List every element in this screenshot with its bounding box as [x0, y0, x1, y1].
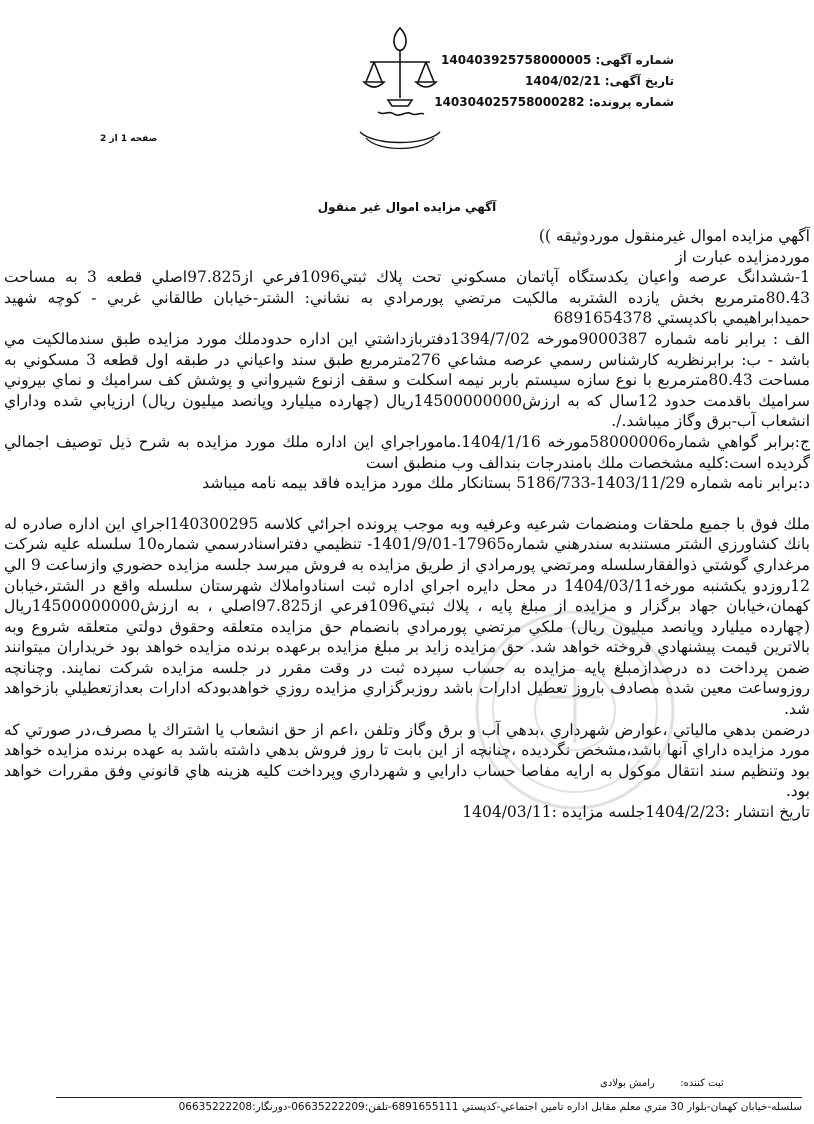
- subject-heading: موردمزايده عبارت از: [675, 247, 810, 266]
- case-number-row: [434, 92, 674, 113]
- ad-metadata: [434, 50, 674, 113]
- paragraph-gap: [4, 494, 810, 514]
- ad-number: 140403925758000005: [441, 53, 592, 67]
- footer-divider: [56, 1097, 802, 1098]
- ad-date-label: تاریخ آگهی:: [604, 74, 674, 88]
- ad-date: 1404/02/21: [525, 74, 601, 88]
- clause-d: د:برابر نامه شماره 1403/11/29-5186/733 بستانكار ملك مورد مزايده فاقد بيمه نامه ميباشد: [202, 474, 810, 493]
- publication-dates: تاريخ انتشار :1404/2/23جلسه مزايده :1404/03/11: [462, 803, 810, 822]
- case-number-label: شماره پرونده:: [588, 95, 674, 109]
- registrar-label: ثبت کننده:: [680, 1078, 724, 1089]
- clause-c: ج:برابر گواهي شماره58000006مورخه 1404/1/16.ماموراجراي اين اداره ملك مورد مزايده به شرح ذيل توصيف اجمالي گرديده است:كليه مشخصات ملك بامندرجات بندالف وب منطبق است: [4, 432, 810, 472]
- judiciary-emblem-logo: [348, 20, 452, 160]
- page-indicator: صفحه 1 از 2: [100, 134, 158, 144]
- registrar-signature: [600, 1078, 724, 1089]
- case-number: 140304025758000282: [434, 95, 585, 109]
- debts-clause: درضمن بدهي مالياتي ،عوارض شهرداري ،بدهي آب و برق وگاز وتلفن ،اعم از حق انشعاب يا اشتراك يا مصرف،در صورتي كه مورد مزايده داراي آنها باشد،مشخص نگرديده ،چنانچه از اين بابت تا روز فروش بدهي داشته باشد به عهده برنده مزايده خواهد بود وتنظيم سند انتقال موكول به ارايه مفاصا حساب دارايي و شهرداري وپرداخت كليه هزينه هاي قانوني وفق مقررات خواهد بود.: [4, 720, 810, 801]
- auction-terms: ملك فوق با جميع ملحقات ومنضمات شرعيه وعرفيه وبه موجب پرونده اجرائي كلاسه 140300295اجراي اين اداره صادره له بانك كشاورزي الشتر مستندبه سندرهني شماره17965-1401/9/01- تنظيمي دفتراسنادرسمي شماره10 سلسله عليه شركت مرغداري گوشتي ذوالفقارسلسله ومرتضي پورمرادي از طريق مزايده به فروش ميرسد جلسه مزايده حضوري وازساعت 9 الي 12روزدو يكشنبه مورخه1404/03/11 در محل دايره اجراي اداره ثبت اسنادواملاك شهرستان سلسله واقع در الشتر،خيابان كهمان،خيابان جهاد برگزار و مزايده از مبلغ پايه ، پلاك ثبتي1096فرعي از97.825اصلي ، به ارزش14500000000ريال (چهارده ميليارد وپانصد ميليون ريال) ملكي مرتضي پورمرادي بانضمام حق مزايده متعلقه وحقوق دولتي متعلقه شروع وبه بالاترين قيمت پيشنهادي فروخته خواهد شد. حق مزايده زايد بر مبلغ مزايده برعهده برنده مزايده خواهد بود خريداران ميتوانند ضمن پرداخت ده درصدازمبلغ پايه مزايده به حساب سپرده ثبت در وقت مقرر در جلسه مزايده شركت نمايند. وچنانچه روزوساعت معين شده مصادف باروز تعطيل ادارات باشد روزبرگزاري مزايده روزي خواهدبودكه ادارات بعدازتعطيلي بازخواهد شد.: [4, 514, 810, 719]
- ad-date-row: [434, 71, 674, 92]
- notice-body: [4, 226, 810, 823]
- intro-line: آگهي مزايده اموال غيرمنقول موردوثيقه )): [538, 227, 810, 245]
- ad-number-row: [434, 50, 674, 71]
- property-description: 1-ششدانگ عرصه واعيان يكدستگاه آپاتمان مسكوني تحت پلاك ثبتي1096فرعي از97.825اصلي قطعه 3 به مساحت 80.43مترمربع بخش يازده الشتربه مالكيت مرتضي پورمرادي به نشاني: الشتر-خيابان طالقاني غربي - كوچه شهيد حميدابراهيمي باكدپستي 6891654378: [4, 268, 810, 328]
- clause-a-b: الف : برابر نامه شماره 9000387مورخه 1394/7/02دفتربازداشتي اين اداره حدودملك مورد مزايده طبق سندمالكيت مي باشد - ب: برابرنظريه كارشناس رسمي عرصه مشاعي 276مترمربع طبق سند واعياني در طبقه اول قطعه 3 مسكوني به مساحت 80.43مترمربع با نوع سازه سيستم باربر نيمه اسكلت و سقف ازنوع شيرواني و پوشش كف سراميك و نماي بيروني سراميك باقدمت حدود 12سال كه به ارزش14500000000ريال (چهارده ميليارد وپانصد ميليون ريال) ارزيابي شده وداراي انشعاب آب-برق وگاز ميباشد./.: [4, 329, 811, 431]
- ad-number-label: شماره آگهی:: [595, 53, 674, 67]
- document-title: آگهي مزايده اموال غير منقول: [317, 200, 497, 214]
- registrar-name: رامش بولادی: [600, 1078, 655, 1089]
- office-address-footer: سلسله-خيابان كهمان-بلوار 30 متري معلم مقابل اداره تامين اجتماعي-كدپستي 6891655111-تلفن:06635222209-دورنگار:06635222208: [178, 1101, 802, 1113]
